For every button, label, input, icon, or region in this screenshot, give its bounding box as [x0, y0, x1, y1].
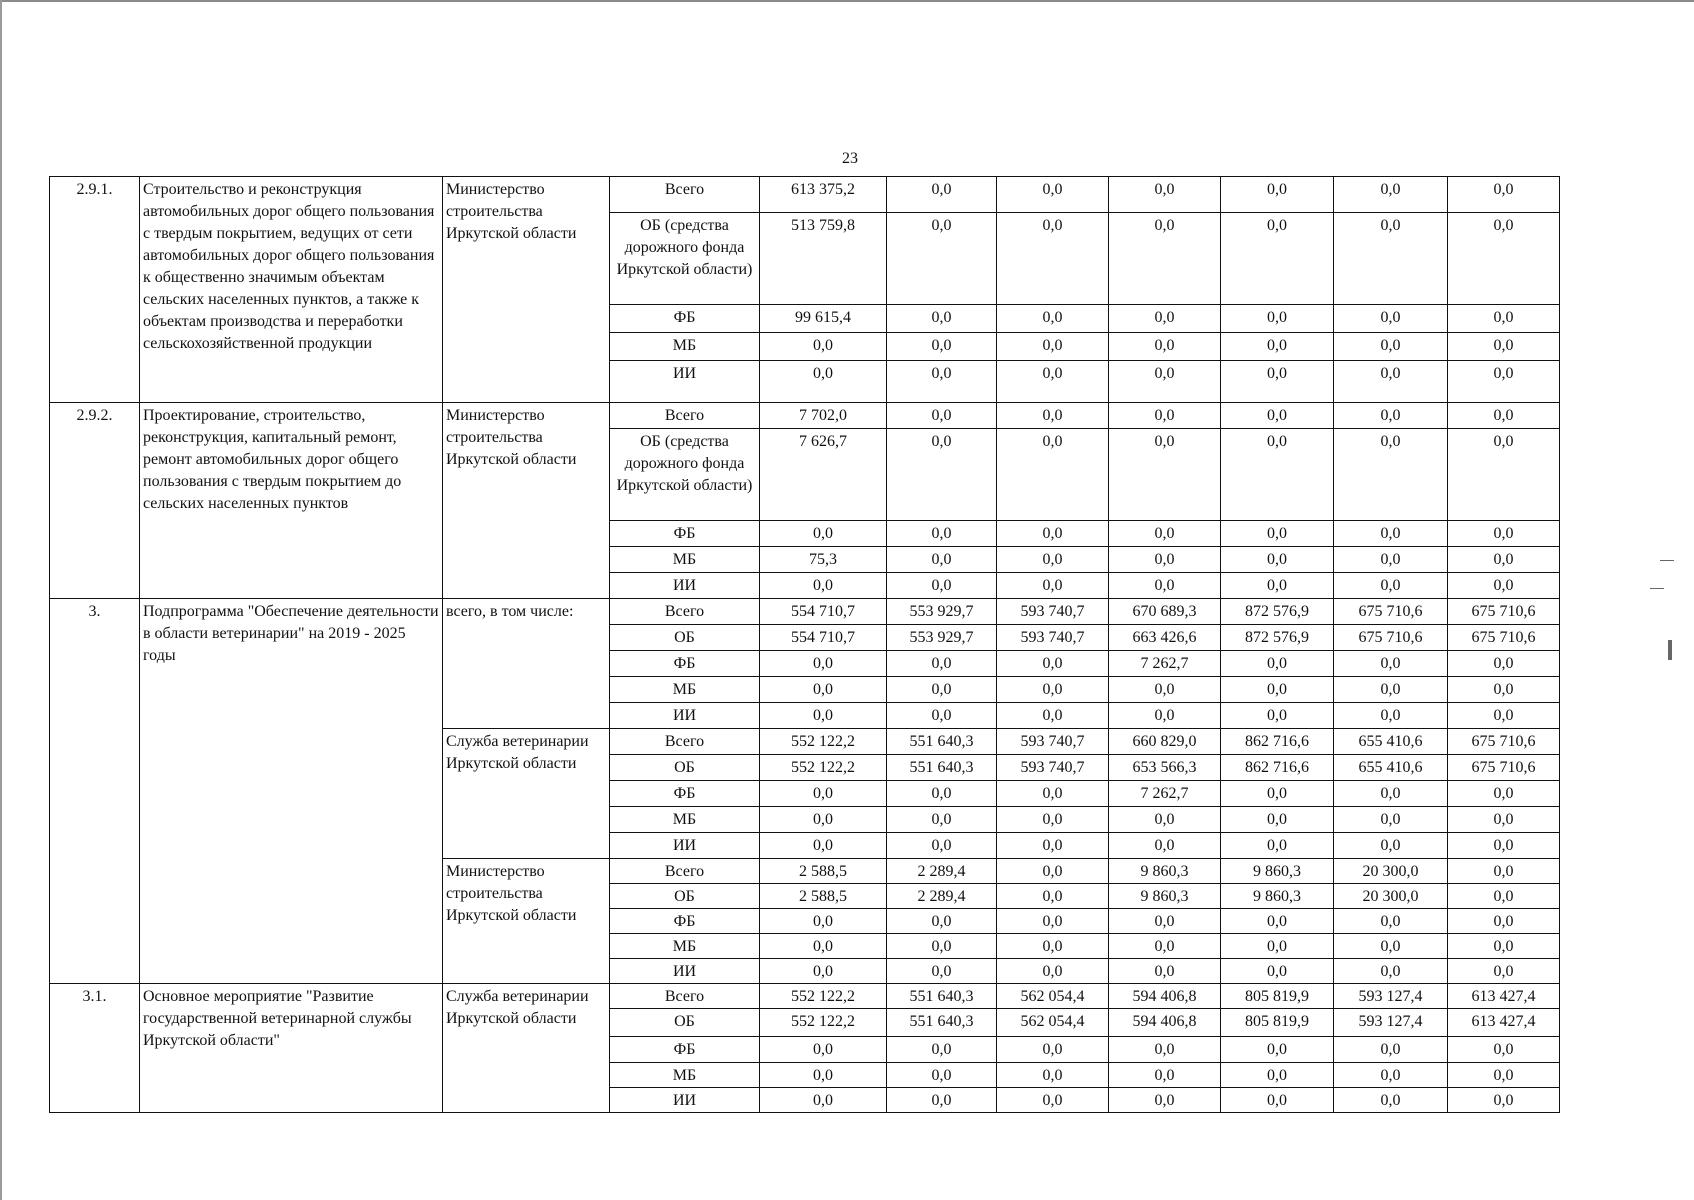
- amount-cell: 872 576,9: [1221, 599, 1334, 625]
- funding-source: ОБ (средства дорожного фонда Иркутской области): [610, 213, 760, 305]
- scan-speck: [1650, 588, 1664, 589]
- amount-cell: 675 710,6: [1448, 625, 1560, 651]
- amount-cell: 0,0: [1109, 333, 1221, 361]
- amount-cell: 0,0: [997, 213, 1109, 305]
- amount-cell: 0,0: [1221, 934, 1334, 959]
- amount-cell: 0,0: [760, 934, 887, 959]
- amount-cell: 0,0: [997, 934, 1109, 959]
- funding-source: ФБ: [610, 305, 760, 333]
- amount-cell: 0,0: [760, 1088, 887, 1113]
- amount-cell: 613 427,4: [1448, 984, 1560, 1009]
- funding-source: ОБ: [610, 884, 760, 909]
- funding-source: Всего: [610, 403, 760, 429]
- amount-cell: 0,0: [887, 703, 997, 729]
- amount-cell: 0,0: [1448, 859, 1560, 884]
- executor: Министерство строительства Иркутской области: [443, 403, 610, 599]
- amount-cell: 593 740,7: [997, 729, 1109, 755]
- amount-cell: 675 710,6: [1448, 755, 1560, 781]
- amount-cell: 0,0: [1334, 677, 1448, 703]
- amount-cell: 0,0: [887, 651, 997, 677]
- amount-cell: 0,0: [1221, 547, 1334, 573]
- funding-source: ФБ: [610, 1037, 760, 1063]
- amount-cell: 0,0: [1448, 403, 1560, 429]
- funding-source: ФБ: [610, 651, 760, 677]
- table-row: [50, 599, 1560, 625]
- amount-cell: 0,0: [1334, 1037, 1448, 1063]
- amount-cell: 0,0: [1221, 213, 1334, 305]
- amount-cell: 0,0: [887, 909, 997, 934]
- amount-cell: 675 710,6: [1334, 599, 1448, 625]
- amount-cell: 554 710,7: [760, 625, 887, 651]
- amount-cell: 0,0: [1334, 361, 1448, 403]
- amount-cell: 613 375,2: [760, 177, 887, 213]
- item-number: 2.9.1.: [50, 177, 140, 403]
- amount-cell: 0,0: [1448, 703, 1560, 729]
- amount-cell: 0,0: [760, 677, 887, 703]
- amount-cell: 0,0: [1221, 959, 1334, 984]
- funding-source: МБ: [610, 547, 760, 573]
- funding-source: Всего: [610, 599, 760, 625]
- amount-cell: 0,0: [887, 429, 997, 521]
- amount-cell: 670 689,3: [1109, 599, 1221, 625]
- amount-cell: 551 640,3: [887, 984, 997, 1009]
- amount-cell: 0,0: [997, 547, 1109, 573]
- amount-cell: 0,0: [997, 1037, 1109, 1063]
- funding-source: МБ: [610, 333, 760, 361]
- amount-cell: 0,0: [887, 333, 997, 361]
- amount-cell: 20 300,0: [1334, 884, 1448, 909]
- funding-source: ИИ: [610, 1088, 760, 1113]
- scan-speck: [1660, 560, 1674, 561]
- table-row: [50, 403, 1560, 429]
- amount-cell: 0,0: [887, 807, 997, 833]
- amount-cell: 0,0: [1109, 573, 1221, 599]
- amount-cell: 593 127,4: [1334, 1009, 1448, 1037]
- amount-cell: 0,0: [1334, 781, 1448, 807]
- amount-cell: 0,0: [887, 1088, 997, 1113]
- amount-cell: 0,0: [887, 959, 997, 984]
- amount-cell: 0,0: [1334, 909, 1448, 934]
- funding-source: Всего: [610, 177, 760, 213]
- amount-cell: 0,0: [1334, 573, 1448, 599]
- amount-cell: 0,0: [1221, 833, 1334, 859]
- amount-cell: 0,0: [1109, 1088, 1221, 1113]
- amount-cell: 675 710,6: [1448, 599, 1560, 625]
- amount-cell: 0,0: [760, 651, 887, 677]
- amount-cell: 0,0: [997, 177, 1109, 213]
- executor: Министерство строительства Иркутской области: [443, 859, 610, 984]
- amount-cell: 0,0: [1109, 1037, 1221, 1063]
- table-row: [50, 984, 1560, 1009]
- amount-cell: 551 640,3: [887, 729, 997, 755]
- amount-cell: 0,0: [1448, 429, 1560, 521]
- funding-source: МБ: [610, 677, 760, 703]
- amount-cell: 663 426,6: [1109, 625, 1221, 651]
- amount-cell: 0,0: [1448, 781, 1560, 807]
- amount-cell: 0,0: [997, 521, 1109, 547]
- amount-cell: 0,0: [1448, 213, 1560, 305]
- amount-cell: 0,0: [1221, 1063, 1334, 1088]
- amount-cell: 0,0: [1221, 1037, 1334, 1063]
- amount-cell: 0,0: [1334, 1088, 1448, 1113]
- funding-source: ОБ: [610, 1009, 760, 1037]
- amount-cell: 7 262,7: [1109, 651, 1221, 677]
- amount-cell: 0,0: [1334, 429, 1448, 521]
- funding-source: Всего: [610, 984, 760, 1009]
- amount-cell: 0,0: [1221, 1088, 1334, 1113]
- amount-cell: 0,0: [760, 781, 887, 807]
- amount-cell: 0,0: [997, 403, 1109, 429]
- amount-cell: 0,0: [997, 333, 1109, 361]
- amount-cell: 0,0: [887, 361, 997, 403]
- amount-cell: 675 710,6: [1448, 729, 1560, 755]
- amount-cell: 0,0: [1448, 305, 1560, 333]
- amount-cell: 0,0: [1221, 573, 1334, 599]
- amount-cell: 0,0: [1448, 333, 1560, 361]
- amount-cell: 0,0: [1334, 213, 1448, 305]
- amount-cell: 0,0: [1334, 305, 1448, 333]
- amount-cell: 0,0: [1109, 521, 1221, 547]
- amount-cell: 0,0: [887, 213, 997, 305]
- scan-speck: [1668, 640, 1672, 660]
- item-name: Подпрограмма "Обеспечение деятельности в области ветеринарии" на 2019 - 2025 годы: [140, 599, 443, 984]
- amount-cell: 0,0: [887, 403, 997, 429]
- amount-cell: 0,0: [997, 909, 1109, 934]
- amount-cell: 553 929,7: [887, 599, 997, 625]
- amount-cell: 554 710,7: [760, 599, 887, 625]
- funding-source: Всего: [610, 729, 760, 755]
- funding-source: ИИ: [610, 833, 760, 859]
- amount-cell: 0,0: [1448, 177, 1560, 213]
- amount-cell: 0,0: [1334, 651, 1448, 677]
- amount-cell: 551 640,3: [887, 755, 997, 781]
- funding-source: ИИ: [610, 361, 760, 403]
- amount-cell: 0,0: [1109, 177, 1221, 213]
- amount-cell: 0,0: [1109, 429, 1221, 521]
- amount-cell: 99 615,4: [760, 305, 887, 333]
- amount-cell: 9 860,3: [1221, 884, 1334, 909]
- amount-cell: 7 702,0: [760, 403, 887, 429]
- executor: всего, в том числе:: [443, 599, 610, 729]
- amount-cell: 0,0: [1334, 807, 1448, 833]
- amount-cell: 0,0: [887, 573, 997, 599]
- amount-cell: 0,0: [1221, 909, 1334, 934]
- amount-cell: 0,0: [1448, 547, 1560, 573]
- amount-cell: 594 406,8: [1109, 1009, 1221, 1037]
- amount-cell: 0,0: [1448, 807, 1560, 833]
- amount-cell: 2 289,4: [887, 884, 997, 909]
- amount-cell: 0,0: [997, 677, 1109, 703]
- funding-source: ФБ: [610, 909, 760, 934]
- amount-cell: 0,0: [1109, 213, 1221, 305]
- amount-cell: 0,0: [1109, 934, 1221, 959]
- scan-edge-left: [0, 0, 2, 1200]
- amount-cell: 552 122,2: [760, 1009, 887, 1037]
- amount-cell: 594 406,8: [1109, 984, 1221, 1009]
- amount-cell: 0,0: [997, 703, 1109, 729]
- amount-cell: 0,0: [760, 333, 887, 361]
- amount-cell: 2 588,5: [760, 859, 887, 884]
- amount-cell: 9 860,3: [1109, 884, 1221, 909]
- amount-cell: 0,0: [1448, 1088, 1560, 1113]
- amount-cell: 0,0: [997, 305, 1109, 333]
- amount-cell: 0,0: [997, 429, 1109, 521]
- amount-cell: 513 759,8: [760, 213, 887, 305]
- amount-cell: 655 410,6: [1334, 729, 1448, 755]
- amount-cell: 0,0: [760, 1037, 887, 1063]
- amount-cell: 593 127,4: [1334, 984, 1448, 1009]
- amount-cell: 9 860,3: [1109, 859, 1221, 884]
- amount-cell: 0,0: [1334, 959, 1448, 984]
- amount-cell: 0,0: [997, 361, 1109, 403]
- amount-cell: 0,0: [1334, 333, 1448, 361]
- amount-cell: 0,0: [997, 1088, 1109, 1113]
- amount-cell: 0,0: [997, 573, 1109, 599]
- amount-cell: 0,0: [997, 781, 1109, 807]
- amount-cell: 0,0: [887, 305, 997, 333]
- amount-cell: 0,0: [760, 703, 887, 729]
- funding-source: ФБ: [610, 781, 760, 807]
- amount-cell: 0,0: [1221, 429, 1334, 521]
- amount-cell: 0,0: [1221, 807, 1334, 833]
- amount-cell: 0,0: [1221, 403, 1334, 429]
- amount-cell: 0,0: [1448, 833, 1560, 859]
- budget-table: [49, 176, 1560, 1113]
- amount-cell: 552 122,2: [760, 984, 887, 1009]
- amount-cell: 0,0: [760, 959, 887, 984]
- amount-cell: 613 427,4: [1448, 1009, 1560, 1037]
- amount-cell: 0,0: [1221, 677, 1334, 703]
- funding-source: Всего: [610, 859, 760, 884]
- amount-cell: 0,0: [997, 959, 1109, 984]
- funding-source: МБ: [610, 807, 760, 833]
- amount-cell: 0,0: [760, 833, 887, 859]
- amount-cell: 872 576,9: [1221, 625, 1334, 651]
- amount-cell: 0,0: [887, 177, 997, 213]
- amount-cell: 7 626,7: [760, 429, 887, 521]
- amount-cell: 562 054,4: [997, 984, 1109, 1009]
- amount-cell: 0,0: [760, 807, 887, 833]
- amount-cell: 0,0: [887, 781, 997, 807]
- amount-cell: 0,0: [1221, 703, 1334, 729]
- amount-cell: 0,0: [887, 1037, 997, 1063]
- amount-cell: 805 819,9: [1221, 1009, 1334, 1037]
- amount-cell: 0,0: [1109, 909, 1221, 934]
- amount-cell: 0,0: [887, 833, 997, 859]
- amount-cell: 0,0: [1334, 521, 1448, 547]
- amount-cell: 0,0: [997, 1063, 1109, 1088]
- item-number: 3.: [50, 599, 140, 984]
- amount-cell: 0,0: [1448, 884, 1560, 909]
- amount-cell: 593 740,7: [997, 599, 1109, 625]
- amount-cell: 0,0: [1109, 547, 1221, 573]
- amount-cell: 675 710,6: [1334, 625, 1448, 651]
- amount-cell: 0,0: [1334, 547, 1448, 573]
- item-name: Основное мероприятие "Развитие государственной ветеринарной службы Иркутской области": [140, 984, 443, 1113]
- amount-cell: 0,0: [760, 361, 887, 403]
- amount-cell: 593 740,7: [997, 625, 1109, 651]
- amount-cell: 0,0: [1221, 521, 1334, 547]
- funding-source: МБ: [610, 1063, 760, 1088]
- amount-cell: 0,0: [1334, 703, 1448, 729]
- amount-cell: 0,0: [760, 521, 887, 547]
- amount-cell: 2 588,5: [760, 884, 887, 909]
- amount-cell: 593 740,7: [997, 755, 1109, 781]
- amount-cell: 0,0: [1448, 909, 1560, 934]
- amount-cell: 551 640,3: [887, 1009, 997, 1037]
- table-row: [50, 177, 1560, 213]
- amount-cell: 805 819,9: [1221, 984, 1334, 1009]
- table-body: [50, 177, 1560, 1113]
- item-number: 3.1.: [50, 984, 140, 1113]
- amount-cell: 0,0: [1334, 934, 1448, 959]
- amount-cell: 0,0: [1109, 807, 1221, 833]
- amount-cell: 2 289,4: [887, 859, 997, 884]
- amount-cell: 552 122,2: [760, 729, 887, 755]
- executor: Служба ветеринарии Иркутской области: [443, 729, 610, 859]
- amount-cell: 655 410,6: [1334, 755, 1448, 781]
- amount-cell: 0,0: [997, 833, 1109, 859]
- amount-cell: 0,0: [1109, 305, 1221, 333]
- amount-cell: 653 566,3: [1109, 755, 1221, 781]
- amount-cell: 0,0: [1448, 521, 1560, 547]
- amount-cell: 0,0: [1221, 781, 1334, 807]
- item-name: Проектирование, строительство, реконструкция, капитальный ремонт, ремонт автомобильных дорог общего пользования с твердым покрытием до сельских населенных пунктов: [140, 403, 443, 599]
- funding-source: ФБ: [610, 521, 760, 547]
- amount-cell: 0,0: [1109, 959, 1221, 984]
- amount-cell: 0,0: [1448, 677, 1560, 703]
- amount-cell: 0,0: [997, 807, 1109, 833]
- item-name: Строительство и реконструкция автомобильных дорог общего пользования с твердым покрытием, ведущих от сети автомобильных дорог общего пользования к общественно значимым объектам сельских населенных пунктов, а также к объектам производства и переработки сельскохозяйственной продукции: [140, 177, 443, 403]
- amount-cell: 562 054,4: [997, 1009, 1109, 1037]
- amount-cell: 0,0: [1334, 403, 1448, 429]
- amount-cell: 0,0: [1109, 403, 1221, 429]
- amount-cell: 9 860,3: [1221, 859, 1334, 884]
- amount-cell: 0,0: [997, 859, 1109, 884]
- amount-cell: 0,0: [1448, 959, 1560, 984]
- amount-cell: 0,0: [1109, 361, 1221, 403]
- amount-cell: 0,0: [1221, 361, 1334, 403]
- executor: Служба ветеринарии Иркутской области: [443, 984, 610, 1113]
- scan-edge-top: [0, 0, 1694, 2]
- funding-source: ОБ: [610, 755, 760, 781]
- amount-cell: 552 122,2: [760, 755, 887, 781]
- amount-cell: 0,0: [1109, 1063, 1221, 1088]
- amount-cell: 862 716,6: [1221, 729, 1334, 755]
- amount-cell: 0,0: [1448, 1037, 1560, 1063]
- funding-source: ОБ: [610, 625, 760, 651]
- executor: Министерство строительства Иркутской области: [443, 177, 610, 403]
- amount-cell: 0,0: [1221, 305, 1334, 333]
- amount-cell: 0,0: [1448, 361, 1560, 403]
- amount-cell: 660 829,0: [1109, 729, 1221, 755]
- amount-cell: 0,0: [887, 521, 997, 547]
- amount-cell: 0,0: [1334, 1063, 1448, 1088]
- amount-cell: 0,0: [887, 934, 997, 959]
- amount-cell: 0,0: [1221, 651, 1334, 677]
- amount-cell: 0,0: [1221, 177, 1334, 213]
- amount-cell: 0,0: [887, 677, 997, 703]
- funding-source: ИИ: [610, 703, 760, 729]
- item-number: 2.9.2.: [50, 403, 140, 599]
- amount-cell: 20 300,0: [1334, 859, 1448, 884]
- amount-cell: 0,0: [1109, 833, 1221, 859]
- amount-cell: 0,0: [760, 1063, 887, 1088]
- amount-cell: 0,0: [1448, 573, 1560, 599]
- amount-cell: 0,0: [887, 1063, 997, 1088]
- amount-cell: 553 929,7: [887, 625, 997, 651]
- page-number: 23: [842, 150, 858, 167]
- amount-cell: 75,3: [760, 547, 887, 573]
- amount-cell: 0,0: [1109, 703, 1221, 729]
- amount-cell: 0,0: [760, 573, 887, 599]
- amount-cell: 0,0: [1448, 651, 1560, 677]
- funding-source: МБ: [610, 934, 760, 959]
- amount-cell: 0,0: [997, 651, 1109, 677]
- funding-source: ОБ (средства дорожного фонда Иркутской области): [610, 429, 760, 521]
- amount-cell: 0,0: [997, 884, 1109, 909]
- amount-cell: 862 716,6: [1221, 755, 1334, 781]
- amount-cell: 0,0: [1448, 934, 1560, 959]
- amount-cell: 0,0: [1448, 1063, 1560, 1088]
- amount-cell: 0,0: [1109, 677, 1221, 703]
- amount-cell: 7 262,7: [1109, 781, 1221, 807]
- amount-cell: 0,0: [760, 909, 887, 934]
- amount-cell: 0,0: [1334, 833, 1448, 859]
- funding-source: ИИ: [610, 573, 760, 599]
- amount-cell: 0,0: [1221, 333, 1334, 361]
- amount-cell: 0,0: [1334, 177, 1448, 213]
- amount-cell: 0,0: [887, 547, 997, 573]
- funding-source: ИИ: [610, 959, 760, 984]
